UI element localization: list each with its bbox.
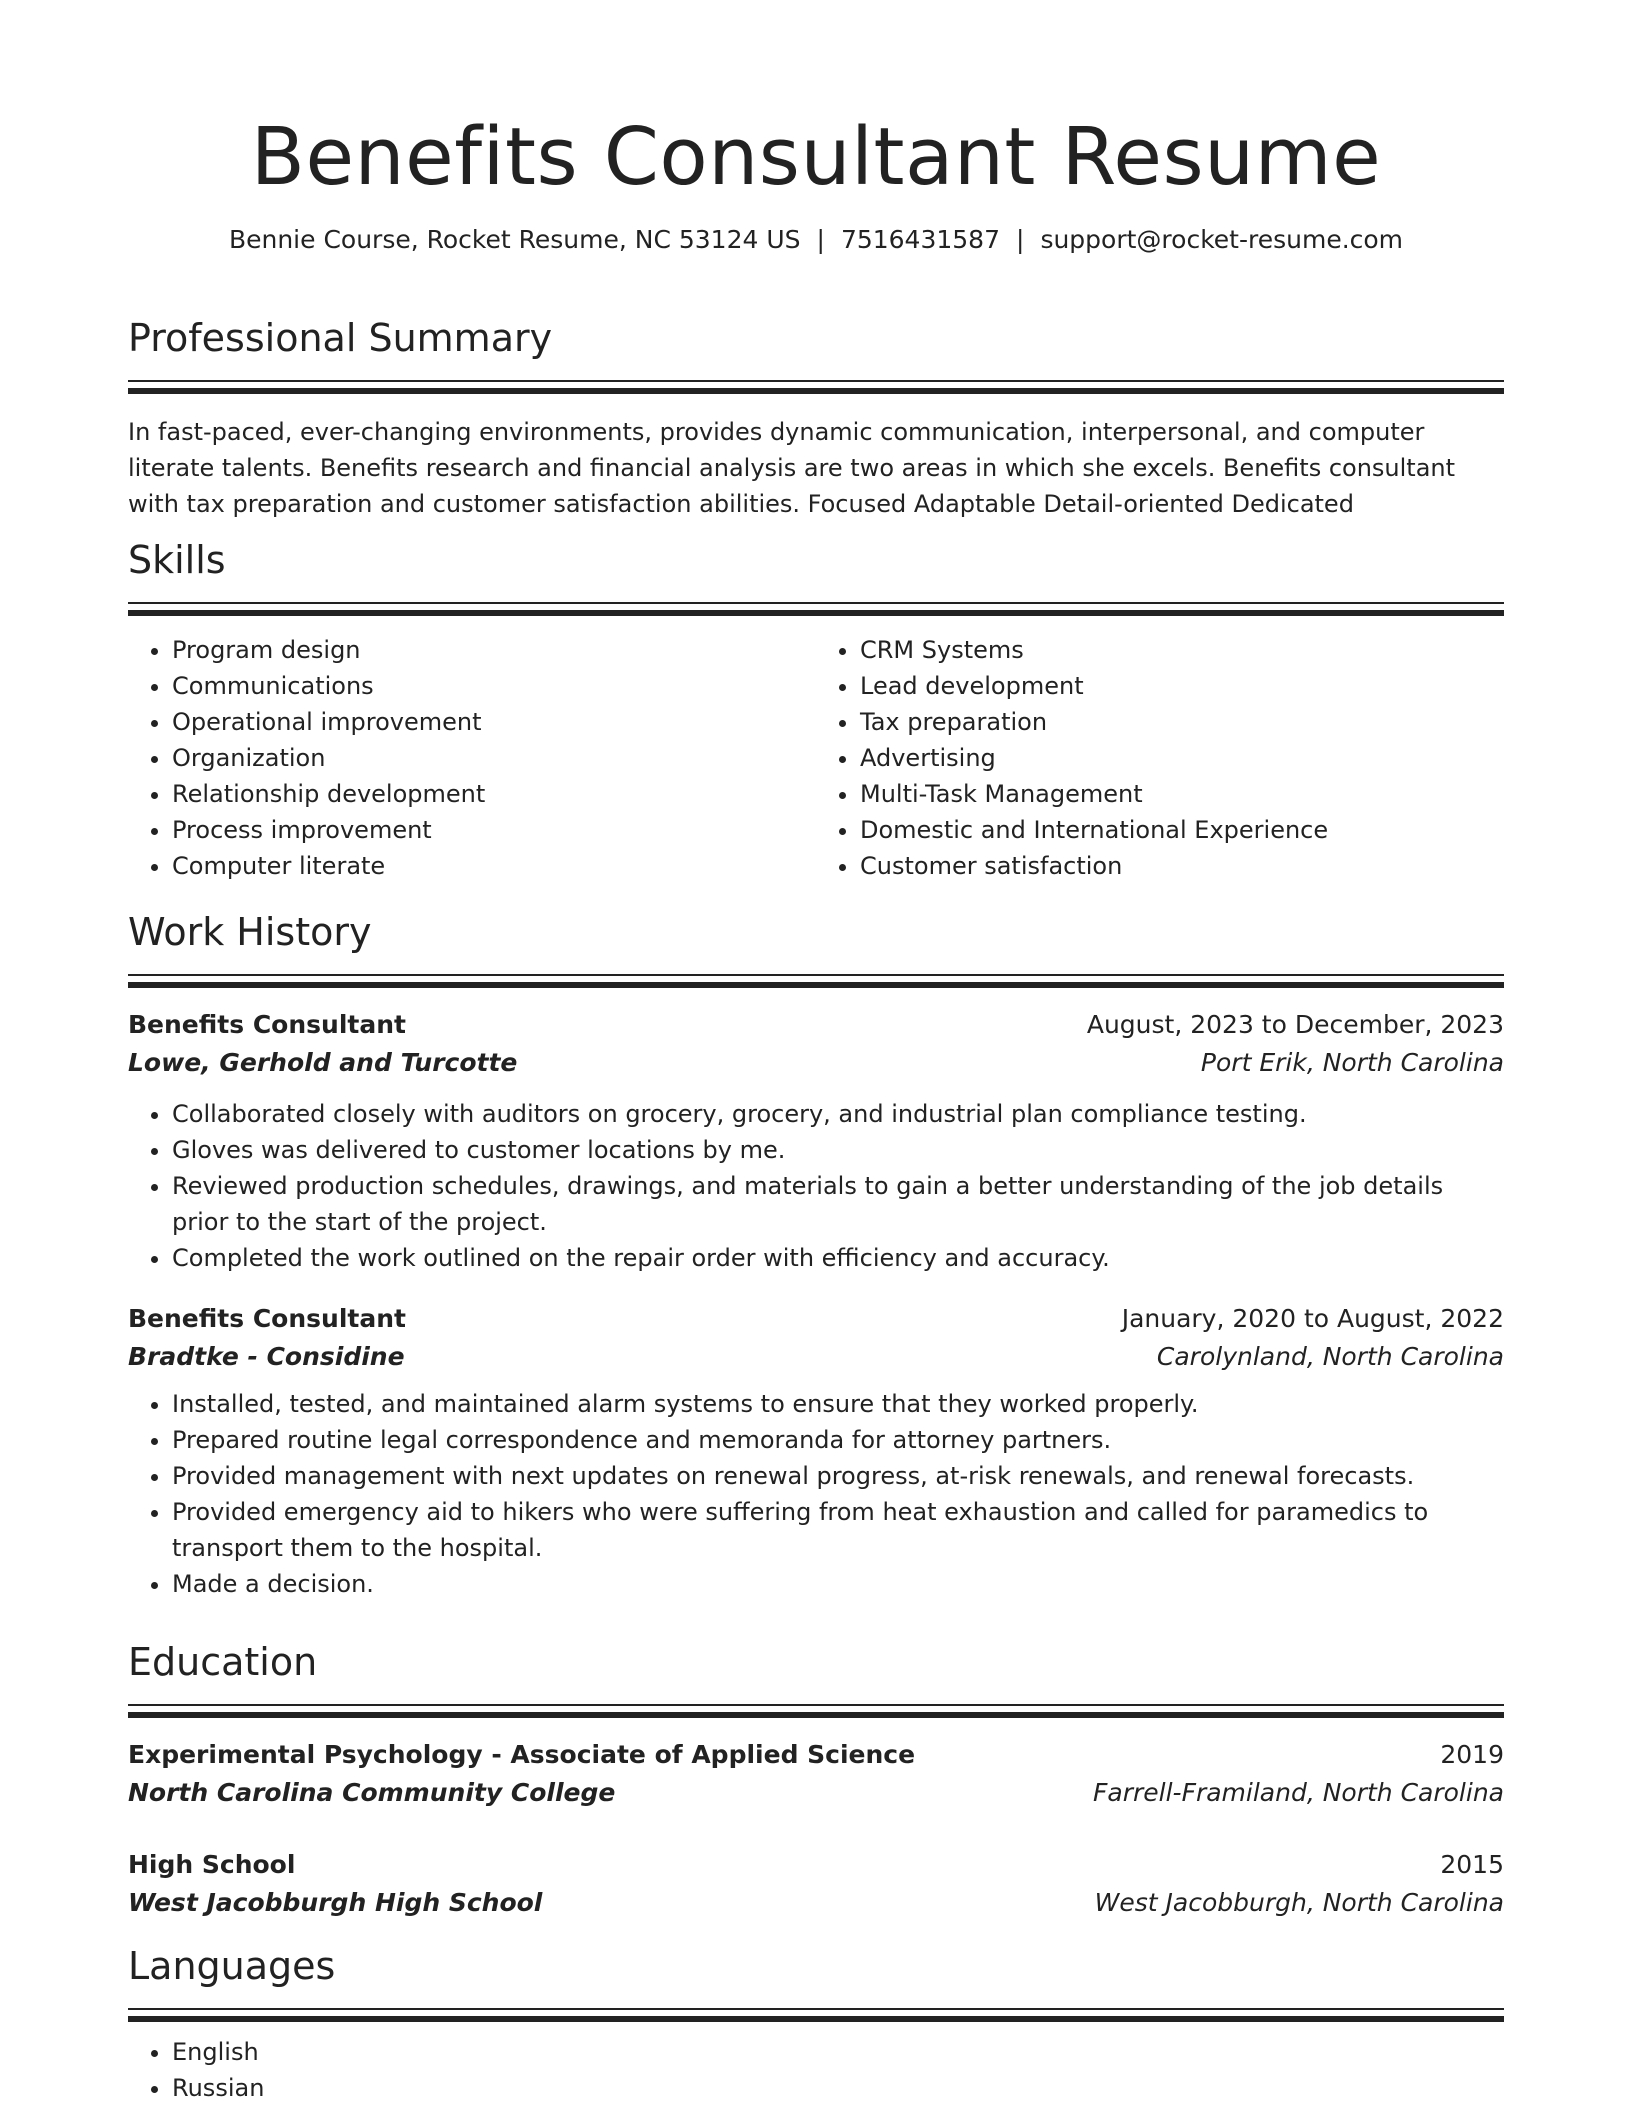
language-item: • Russian xyxy=(172,2070,1504,2106)
job-company-row xyxy=(128,1338,1504,1376)
job-company: Lowe, Gerhold and Turcotte xyxy=(128,1047,518,1077)
education-school-row xyxy=(128,1774,1504,1812)
skill-item: • Process improvement xyxy=(172,812,816,848)
languages-section xyxy=(128,1946,1504,2106)
job-company: Bradtke - Considine xyxy=(128,1341,405,1371)
skill-item: • Customer satisfaction xyxy=(860,848,1504,884)
job-dates: August, 2023 to December, 2023 xyxy=(1086,1009,1504,1039)
skills-columns xyxy=(128,632,1504,884)
skill-item: • Communications xyxy=(172,668,816,704)
education-location: Farrell-Framiland, North Carolina xyxy=(1093,1777,1504,1807)
language-item: • English xyxy=(172,2034,1504,2070)
education-location: West Jacobburgh, North Carolina xyxy=(1094,1887,1504,1917)
education-school-row xyxy=(128,1884,1504,1922)
contact-email[interactable]: support@rocket-resume.com xyxy=(1040,224,1404,254)
summary-heading: Professional Summary xyxy=(128,316,553,360)
summary-text: In fast-paced, ever-changing environments, provides dynamic communication, interpersonal, and computer literate talents. Benefits research and financial analysis are two areas in which she excels. Benefits consultant with tax preparation and customer satisfaction abilities. Focused Adaptable Detail-oriented Dedicated xyxy=(128,417,1456,518)
education-section xyxy=(128,1642,1504,1922)
job-bullet: • Prepared routine legal correspondence and memoranda for attorney partners. xyxy=(172,1422,1504,1458)
job-bullets xyxy=(128,1096,1504,1276)
education-degree: High School xyxy=(128,1849,296,1879)
education-header-row xyxy=(128,1846,1504,1884)
contact-separator: | xyxy=(816,224,825,254)
section-divider xyxy=(128,602,1504,616)
job-entry xyxy=(128,1300,1504,1602)
skill-item: • Advertising xyxy=(860,740,1504,776)
languages-list xyxy=(128,2034,1504,2106)
job-header-row xyxy=(128,1300,1504,1338)
education-school: West Jacobburgh High School xyxy=(128,1887,543,1917)
skill-item: • Organization xyxy=(172,740,816,776)
job-bullet: • Made a decision. xyxy=(172,1566,1504,1602)
job-bullet: • Completed the work outlined on the repair order with efficiency and accuracy. xyxy=(172,1240,1504,1276)
education-year: 2015 xyxy=(1440,1849,1504,1879)
work-history-heading: Work History xyxy=(128,910,372,954)
section-divider xyxy=(128,974,1504,988)
job-header-row xyxy=(128,1006,1504,1044)
job-bullet: • Reviewed production schedules, drawings, and materials to gain a better understanding of the job details prior to the start of the project. xyxy=(172,1168,1504,1240)
skills-list-left xyxy=(128,632,816,884)
skill-item: • Multi-Task Management xyxy=(860,776,1504,812)
contact-separator: | xyxy=(1016,224,1025,254)
section-divider xyxy=(128,2008,1504,2022)
education-year: 2019 xyxy=(1440,1739,1504,1769)
work-history-section xyxy=(128,912,1504,1602)
job-title: Benefits Consultant xyxy=(128,1303,406,1333)
contact-address: Bennie Course, Rocket Resume, NC 53124 US xyxy=(228,224,801,254)
job-title: Benefits Consultant xyxy=(128,1009,406,1039)
contact-line xyxy=(128,225,1504,254)
skills-right-column xyxy=(816,632,1504,884)
skill-item: • Program design xyxy=(172,632,816,668)
skill-item: • Tax preparation xyxy=(860,704,1504,740)
resume-page xyxy=(128,0,1504,2102)
job-dates: January, 2020 to August, 2022 xyxy=(1121,1303,1504,1333)
job-bullet: • Installed, tested, and maintained alarm systems to ensure that they worked properly. xyxy=(172,1386,1504,1422)
education-entry xyxy=(128,1846,1504,1922)
contact-phone: 7516431587 xyxy=(840,224,1000,254)
skill-item: • Operational improvement xyxy=(172,704,816,740)
education-entry xyxy=(128,1736,1504,1812)
section-divider xyxy=(128,1704,1504,1718)
job-entry xyxy=(128,1006,1504,1276)
skills-section xyxy=(128,540,1504,884)
job-bullet: • Provided emergency aid to hikers who were suffering from heat exhaustion and called for paramedics to transport them to the hospital. xyxy=(172,1494,1504,1566)
education-school: North Carolina Community College xyxy=(128,1777,616,1807)
job-bullet: • Collaborated closely with auditors on grocery, grocery, and industrial plan compliance testing. xyxy=(172,1096,1504,1132)
skill-item: • Domestic and International Experience xyxy=(860,812,1504,848)
skill-item: • Relationship development xyxy=(172,776,816,812)
job-bullet: • Provided management with next updates on renewal progress, at-risk renewals, and renewal forecasts. xyxy=(172,1458,1504,1494)
job-bullet: • Gloves was delivered to customer locations by me. xyxy=(172,1132,1504,1168)
skill-item: • CRM Systems xyxy=(860,632,1504,668)
skills-left-column xyxy=(128,632,816,884)
job-location: Carolynland, North Carolina xyxy=(1156,1341,1504,1371)
resume-title: Benefits Consultant Resume xyxy=(250,111,1382,203)
skills-heading: Skills xyxy=(128,538,226,582)
job-bullets xyxy=(128,1386,1504,1602)
summary-section xyxy=(128,318,1504,522)
skill-item: • Lead development xyxy=(860,668,1504,704)
skills-list-right xyxy=(816,632,1504,884)
education-header-row xyxy=(128,1736,1504,1774)
languages-heading: Languages xyxy=(128,1944,336,1988)
job-company-row xyxy=(128,1044,1504,1082)
section-divider xyxy=(128,380,1504,394)
education-degree: Experimental Psychology - Associate of Applied Science xyxy=(128,1739,916,1769)
education-heading: Education xyxy=(128,1640,318,1684)
skill-item: • Computer literate xyxy=(172,848,816,884)
job-location: Port Erik, North Carolina xyxy=(1200,1047,1504,1077)
